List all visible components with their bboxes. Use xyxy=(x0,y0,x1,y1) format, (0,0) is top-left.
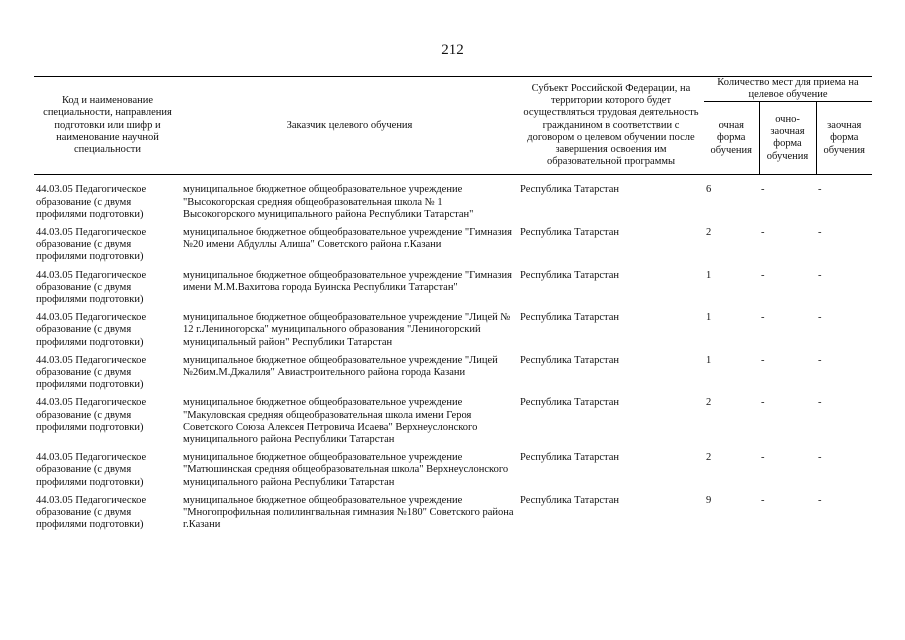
row-customer: муниципальное бюджетное общеобразовательное учреждение "Матюшинская средняя общеобразовательная школа" Верхнеуслонского муниципального района Республики Татарстан xyxy=(183,452,509,488)
row-customer: муниципальное бюджетное общеобразовательное учреждение "Многопрофильная полилингвальная гимназия №180" Советского района г.Казани xyxy=(183,494,514,531)
row-region: Республика Татарстан xyxy=(520,397,620,409)
row-full-time: 2 xyxy=(706,397,712,409)
row-region: Республика Татарстан xyxy=(520,269,620,281)
row-part-time: - xyxy=(761,269,765,281)
row-code: 44.03.05 Педагогическое образование (с двумя профилями подготовки) xyxy=(36,184,147,220)
row-code: 44.03.05 Педагогическое образование (с двумя профилями подготовки) xyxy=(36,397,147,433)
row-customer: муниципальное бюджетное общеобразовательное учреждение "Гимназия №20 имени Абдуллы Алиша" Советского района г.Казани xyxy=(183,227,512,251)
row-region: Республика Татарстан xyxy=(520,184,620,196)
header-part-time: очно-заочная форма обучения xyxy=(759,102,816,175)
row-code: 44.03.05 Педагогическое образование (с двумя профилями подготовки) xyxy=(36,227,147,263)
row-extramural: - xyxy=(818,354,822,366)
table-row xyxy=(34,184,872,227)
row-region: Республика Татарстан xyxy=(520,227,620,239)
row-code: 44.03.05 Педагогическое образование (с двумя профилями подготовки) xyxy=(36,312,147,348)
row-region: Республика Татарстан xyxy=(520,494,620,506)
row-part-time: - xyxy=(761,312,765,324)
row-customer: муниципальное бюджетное общеобразовательное учреждение "Лицей № 12 г.Лениногорска" муниципального образования "Лениногорский муниципальный район" Республики Татарстан xyxy=(183,312,511,348)
row-full-time: 6 xyxy=(706,184,712,196)
row-full-time: 2 xyxy=(706,452,712,464)
row-full-time: 1 xyxy=(706,269,712,281)
row-customer: муниципальное бюджетное общеобразовательное учреждение "Высокогорская средняя общеобразовательная школа № 1 Высокогорского муниципального района Республики Татарстан" xyxy=(183,184,474,220)
row-region: Республика Татарстан xyxy=(520,312,620,324)
row-full-time: 1 xyxy=(706,354,712,366)
header-subject: Субъект Российской Федерации, на территории которого будет осуществляться трудовая деятельность гражданином в соответствии с договором о целевом обучении после завершения освоения им образовательной программы xyxy=(518,77,704,175)
header-extramural: заочная форма обучения xyxy=(816,102,872,175)
table-row xyxy=(34,355,872,398)
header-full-time: очная форма обучения xyxy=(704,102,759,175)
row-extramural: - xyxy=(818,269,822,281)
table-row xyxy=(34,227,872,270)
row-part-time: - xyxy=(761,494,765,506)
header-code: Код и наименование специальности, направления подготовки или шифр и наименование научной специальности xyxy=(34,77,181,175)
row-customer: муниципальное бюджетное общеобразовательное учреждение "Лицей №26им.М.Джалиля" Авиастроительного района города Казани xyxy=(183,354,498,379)
row-code: 44.03.05 Педагогическое образование (с двумя профилями подготовки) xyxy=(36,354,147,391)
table-row xyxy=(34,397,872,452)
row-region: Республика Татарстан xyxy=(520,354,620,366)
table-row xyxy=(34,495,872,538)
row-customer: муниципальное бюджетное общеобразовательное учреждение "Макуловская средняя общеобразовательная школа имени Героя Советского Союза Алексея Петровича Исаева" Верхнеуслонского муниципального района Республики Татарстан xyxy=(183,397,478,446)
row-full-time: 1 xyxy=(706,312,712,324)
row-part-time: - xyxy=(761,184,765,196)
row-extramural: - xyxy=(818,494,822,506)
row-customer: муниципальное бюджетное общеобразовательное учреждение "Гимназия имени М.М.Вахитова города Буинска Республики Татарстан" xyxy=(183,269,512,293)
header-customer: Заказчик целевого обучения xyxy=(181,77,518,175)
row-code: 44.03.05 Педагогическое образование (с двумя профилями подготовки) xyxy=(36,452,147,488)
row-extramural: - xyxy=(818,397,822,409)
row-part-time: - xyxy=(761,354,765,366)
table-row xyxy=(34,270,872,313)
row-extramural: - xyxy=(818,452,822,464)
row-full-time: 9 xyxy=(706,494,712,506)
row-extramural: - xyxy=(818,312,822,324)
row-part-time: - xyxy=(761,227,765,239)
row-full-time: 2 xyxy=(706,227,712,239)
row-code: 44.03.05 Педагогическое образование (с двумя профилями подготовки) xyxy=(36,494,147,531)
table-row xyxy=(34,452,872,495)
header-places: Количество мест для приема на целевое обучение xyxy=(704,77,872,102)
row-extramural: - xyxy=(818,227,822,239)
targeted-admission-table xyxy=(34,76,872,537)
table-row xyxy=(34,312,872,355)
page-number: 212 xyxy=(441,42,464,58)
row-extramural: - xyxy=(818,184,822,196)
row-part-time: - xyxy=(761,397,765,409)
row-part-time: - xyxy=(761,452,765,464)
row-code: 44.03.05 Педагогическое образование (с двумя профилями подготовки) xyxy=(36,269,147,306)
row-region: Республика Татарстан xyxy=(520,452,620,464)
